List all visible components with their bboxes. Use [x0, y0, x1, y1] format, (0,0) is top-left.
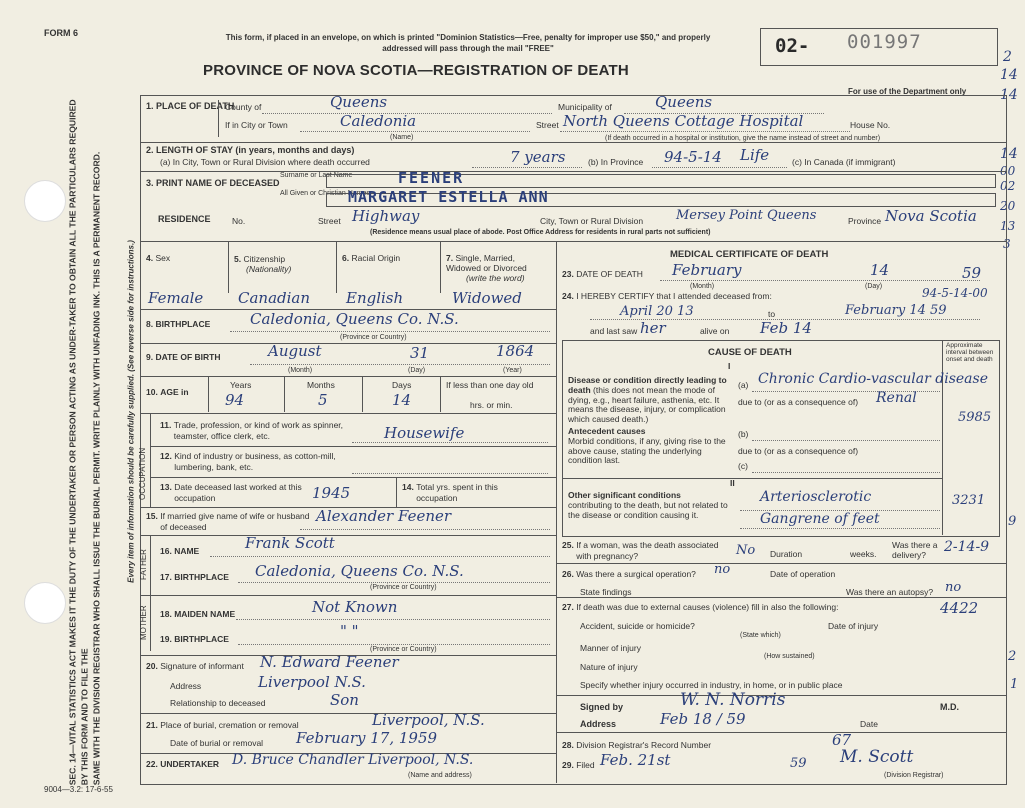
other-conditions-note: contributing to the death, but not related to the disease or condition causing it.: [568, 499, 728, 520]
dotted-line: [352, 442, 548, 443]
rule: [140, 376, 556, 377]
dotted-line: [300, 529, 550, 530]
informant-label: Signature of informant: [160, 661, 244, 671]
antecedent-note: Morbid conditions, if any, giving rise to the above cause, stating the underlying condition last.: [568, 435, 726, 466]
citizenship-label: Citizenship: [243, 254, 286, 264]
certify-label: I HEREBY CERTIFY that I attended deceased from:: [576, 291, 772, 301]
rule: [140, 595, 556, 596]
rule: [556, 732, 1006, 733]
stay-city-label: (a) In City, Town or Rural Division where death occurred: [160, 157, 370, 167]
form-number: FORM 6: [44, 28, 79, 38]
punch-hole: [24, 582, 66, 624]
col: [942, 340, 943, 535]
filed-label: Filed: [576, 760, 595, 770]
medical-certificate-title: MEDICAL CERTIFICATE OF DEATH: [670, 249, 829, 260]
cert-date-label: Date: [860, 719, 878, 729]
racial-origin-value: English: [346, 289, 404, 307]
cause-of-death-title: CAUSE OF DEATH: [708, 347, 792, 358]
street-label: Street: [536, 120, 559, 130]
surgical-value: no: [714, 562, 731, 577]
dotted-line: [752, 440, 940, 441]
cert-date-value: Feb 18 / 59: [660, 710, 746, 728]
instructions-note: Every item of information should be carefully supplied. (See reverse side for instructions.): [126, 240, 136, 583]
dotted-line: [238, 644, 550, 645]
dotted-line: [652, 167, 787, 168]
margin-code: 3: [1003, 237, 1011, 251]
col: [336, 241, 337, 293]
years-label: Years: [230, 380, 252, 390]
county-label: County of: [225, 102, 262, 112]
immediate-cause-label: Disease or condition directly leading to death: [568, 375, 727, 395]
how-sustained-caption: (How sustained): [764, 653, 815, 660]
months-label: Months: [307, 380, 335, 390]
hospital-note: (If death occurred in a hospital or institution, give the name instead of street and number): [605, 135, 881, 142]
stay-province-value: 94-5-14: [664, 148, 722, 166]
punch-hole: [24, 180, 66, 222]
rule: [140, 413, 556, 414]
surname-value: FEENER: [398, 169, 465, 187]
dotted-line: [210, 556, 550, 557]
mother-maiden-value: Not Known: [312, 598, 398, 616]
house-no-label: House No.: [850, 120, 891, 130]
accident-label: Accident, suicide or homicide?: [580, 621, 695, 631]
residence-street-value: Highway: [352, 207, 420, 225]
rule: [140, 241, 1006, 242]
residence-label: RESIDENCE: [158, 214, 211, 224]
spouse-value: Alexander Feener: [316, 507, 452, 525]
code-right-5: 2-14-9: [944, 539, 990, 555]
date-injury-label: Date of injury: [828, 621, 879, 631]
pregnancy-label: If a woman, was the death associated with pregnancy?: [576, 540, 719, 562]
age-years-value: 94: [225, 391, 245, 409]
rule: [140, 171, 1006, 172]
less-than-day-label: If less than one day old: [446, 380, 534, 390]
marital-label: Single, Married, Widowed or Divorced: [446, 253, 527, 273]
trade-value: Housewife: [384, 424, 465, 442]
surname-label: Surname or Last Name: [280, 172, 353, 179]
statutory-notice-line-1: SEC. 14—VITAL STATISTICS ACT MAKES IT THE DUTY OF THE UNDERTAKER OR PERSON ACTING AS UNDER-TAKER TO OBTAIN ALL THE PARTICULARS REQUIRED BY THIS FORM AND TO FILE THE: [67, 99, 90, 786]
residence-note: (Residence means usual place of abode. Post Office Address for residents in rural parts not sufficient): [370, 229, 711, 236]
stay-canada-label: (c) In Canada (if immigrant): [792, 157, 896, 167]
mother-side-wrap: [140, 605, 148, 640]
given-names-label: All Given or Christian Names: [280, 190, 370, 197]
cert-address-label: Address: [580, 719, 617, 729]
hrs-min-label: hrs. or min.: [470, 400, 513, 410]
other-conditions-value-2: Gangrene of feet: [760, 511, 880, 527]
birth-year-value: 1864: [496, 342, 535, 360]
margin-code: 02: [1000, 179, 1016, 193]
due-to-label-2: due to (or as a consequence of): [738, 446, 859, 456]
rule: [556, 597, 1006, 598]
findings-label: State findings: [580, 587, 632, 597]
residence-city-value: Mersey Point Queens: [676, 208, 817, 223]
death-month-caption: (Month): [690, 283, 715, 290]
length-of-stay-label: 2. LENGTH OF STAY (in years, months and days): [146, 145, 355, 155]
birth-month-value: August: [268, 342, 322, 360]
state-which-caption: (State which): [740, 632, 781, 639]
margin-code: 13: [1000, 219, 1016, 233]
alive-on-label: alive on: [700, 326, 730, 336]
dotted-line: [472, 167, 582, 168]
dotted-line: [250, 364, 550, 365]
code-right-7: 2: [1008, 649, 1017, 664]
rule: [140, 713, 556, 714]
dotted-line: [236, 619, 550, 620]
form-title: PROVINCE OF NOVA SCOTIA—REGISTRATION OF DEATH: [203, 62, 629, 79]
stay-canada-value: Life: [740, 146, 770, 164]
days-label: Days: [392, 380, 412, 390]
col: [208, 376, 209, 412]
birth-day-value: 31: [410, 344, 430, 362]
dotted-line: [238, 582, 550, 583]
code-right-6: 4422: [940, 599, 979, 617]
rule: [140, 142, 1006, 143]
department-use-note: For use of the Department only: [848, 87, 967, 96]
delivery-label: Was there a delivery?: [892, 540, 938, 561]
specify-label: Specify whether injury occurred in industry, in home, or in public place: [580, 680, 843, 690]
registration-number: 001997: [847, 31, 922, 53]
roman-ii: II: [730, 478, 735, 488]
autopsy-label: Was there an autopsy?: [846, 587, 934, 597]
rule: [140, 535, 556, 536]
rule: [562, 478, 942, 479]
md-label: M.D.: [940, 702, 959, 712]
other-conditions-label: Other significant conditions: [568, 490, 681, 500]
record-number-label: Division Registrar's Record Number: [576, 740, 712, 750]
manner-label: Manner of injury: [580, 643, 641, 653]
rule: [150, 477, 556, 478]
residence-city-label: City, Town or Rural Division: [540, 216, 644, 226]
roman-i: I: [728, 361, 731, 371]
signed-by-label: Signed by: [580, 702, 624, 712]
antecedent-label: Antecedent causes: [568, 426, 646, 436]
registrar-caption: (Division Registrar): [884, 772, 944, 779]
filed-date-value: Feb. 21st: [600, 751, 671, 769]
sex-label: Sex: [155, 253, 171, 263]
month-caption: (Month): [288, 367, 313, 374]
alive-on-value: Feb 14: [760, 319, 812, 337]
signed-by-value: W. N. Norris: [680, 690, 786, 710]
registration-number-box: [760, 28, 998, 66]
col: [362, 376, 363, 412]
dotted-line: [230, 331, 550, 332]
rule: [140, 343, 556, 344]
nationality-label: (Nationality): [246, 264, 292, 275]
burial-date-value: February 17, 1959: [296, 729, 438, 747]
father-name-label: NAME: [174, 546, 200, 556]
birthplace-label: BIRTHPLACE: [155, 319, 211, 329]
filed-year-value: 59: [790, 756, 807, 771]
attended-to-value: February 14 59: [845, 303, 947, 318]
year-caption: (Year): [503, 367, 522, 374]
birthplace-caption: (Province or Country): [340, 334, 407, 341]
racial-origin-label: Racial Origin: [351, 253, 401, 263]
col: [396, 477, 397, 507]
occupation-side-label: OCCUPATION: [138, 447, 147, 500]
margin-code: 14: [1000, 87, 1018, 103]
last-worked-label: Date deceased last worked at this occupation: [174, 482, 302, 504]
death-year-value: 59: [962, 264, 982, 282]
dotted-line: [752, 472, 940, 473]
code-right-8: 1: [1010, 677, 1019, 692]
bracket-line: [218, 100, 219, 137]
trade-label: Trade, profession, or kind of work as spinner, teamster, office clerk, etc.: [173, 420, 344, 442]
mother-birthplace-label: BIRTHPLACE: [174, 634, 229, 644]
last-worked-value: 1945: [312, 484, 351, 502]
father-side-label: FATHER: [139, 549, 148, 580]
sex-value: Female: [148, 289, 204, 307]
cause-b-value: Renal: [876, 390, 917, 406]
autopsy-value: no: [945, 580, 962, 595]
undertaker-value: D. Bruce Chandler Liverpool, N.S.: [232, 752, 474, 768]
col: [150, 535, 151, 595]
dob-label: DATE OF BIRTH: [155, 352, 221, 362]
undertaker-label: UNDERTAKER: [160, 759, 220, 769]
code-right-2: 5985: [958, 410, 992, 425]
code-right-1: 94-5-14-00: [922, 286, 988, 300]
residence-province-value: Nova Scotia: [885, 207, 977, 225]
residence-street-label: Street: [318, 216, 341, 226]
date-operation-label: Date of operation: [770, 569, 836, 579]
code-right-3: 3231: [952, 493, 986, 508]
age-days-value: 14: [392, 391, 412, 409]
registrar-signature: M. Scott: [840, 747, 914, 767]
margin-code: 2: [1003, 49, 1012, 65]
statutory-notice: [67, 95, 104, 785]
municipality-label: Municipality of: [558, 102, 612, 112]
residence-no-label: No.: [232, 216, 246, 226]
col: [440, 376, 441, 412]
father-birthplace-label: BIRTHPLACE: [174, 572, 229, 582]
birthplace-value: Caledonia, Queens Co. N.S.: [250, 310, 459, 328]
mother-birthplace-caption: (Province or Country): [370, 646, 437, 653]
burial-place-value: Liverpool, N.S.: [372, 711, 485, 729]
stay-province-label: (b) In Province: [588, 157, 644, 167]
undertaker-caption: (Name and address): [408, 772, 472, 779]
dotted-line: [660, 280, 980, 281]
dotted-line: [300, 131, 530, 132]
last-saw-value: her: [640, 319, 666, 337]
dotted-line: [560, 131, 850, 132]
cause-a-value: Chronic Cardio-vascular disease: [758, 371, 988, 387]
immediate-cause-note: (this does not mean the mode of dying, e.g., heart failure, asthenia, etc. It means the disease, injury, or complication which caused death.): [568, 384, 726, 425]
col: [228, 241, 229, 293]
col: [284, 376, 285, 412]
marital-value: Widowed: [452, 289, 522, 307]
relationship-label: Relationship to deceased: [170, 698, 266, 708]
informant-value: N. Edward Feener: [260, 653, 399, 671]
city-label: If in City or Town: [225, 120, 288, 130]
footer-code: 9004—3.2: 17-6-55: [44, 785, 113, 794]
write-word-label: (write the word): [466, 272, 525, 283]
death-day-value: 14: [870, 261, 890, 279]
dotted-line: [740, 528, 940, 529]
due-to-label: due to (or as a consequence of): [738, 397, 859, 407]
rule: [150, 446, 556, 447]
last-saw-label: and last saw: [590, 326, 638, 336]
informant-address-label: Address: [170, 681, 202, 691]
informant-address-value: Liverpool N.S.: [258, 673, 366, 691]
death-day-caption: (Day): [865, 283, 883, 290]
date-of-death-label: DATE OF DEATH: [576, 269, 643, 279]
nature-label: Nature of injury: [580, 662, 638, 672]
given-names-value: MARGARET ESTELLA ANN: [348, 188, 549, 206]
father-birthplace-caption: (Province or Country): [370, 584, 437, 591]
street-value: North Queens Cottage Hospital: [563, 112, 804, 130]
age-label: AGE in: [160, 387, 189, 397]
rule: [556, 563, 1006, 564]
margin-code: 14: [1000, 146, 1018, 162]
to-label: to: [768, 309, 776, 319]
pregnancy-value: No: [736, 543, 756, 558]
margin-code: 20: [1000, 199, 1016, 213]
code-right-4: 9: [1008, 514, 1017, 529]
print-name-label: 3. PRINT NAME OF DECEASED: [146, 178, 280, 188]
place-of-death-label: 1. PLACE OF DEATH: [146, 101, 235, 111]
county-value: Queens: [330, 93, 388, 111]
mother-birthplace-value: " ": [340, 622, 359, 640]
day-caption: (Day): [408, 367, 426, 374]
col: [440, 241, 441, 293]
industry-label: Kind of industry or business, as cotton-mill, lumbering, bank, etc.: [174, 451, 336, 473]
record-number-value: 67: [832, 731, 852, 749]
registration-prefix: 02-: [775, 35, 810, 57]
weeks-label: weeks.: [850, 549, 877, 559]
city-value: Caledonia: [340, 112, 417, 130]
duration-label: Duration: [770, 549, 803, 559]
residence-province-label: Province: [848, 216, 882, 226]
citizenship-value: Canadian: [238, 289, 311, 307]
statutory-notice-line-2: SAME WITH THE DIVISION REGISTRAR WHO SHALL ISSUE THE BURIAL PERMIT. WRITE PLAINLY WITH UNFADING INK. THIS IS A PERMANENT RECORD.: [92, 151, 103, 786]
stay-city-value: 7 years: [510, 148, 566, 166]
external-label: If death was due to external causes (violence) fill in also the following:: [576, 602, 839, 612]
total-years-label: Total yrs. spent in this occupation: [416, 482, 498, 504]
father-side-wrap: [140, 549, 148, 580]
mother-maiden-label: MAIDEN NAME: [174, 609, 236, 619]
surgical-label: Was there a surgical operation?: [576, 569, 696, 579]
col: [150, 595, 151, 651]
other-conditions-value-1: Arteriosclerotic: [760, 489, 872, 505]
spouse-label: If married give name of wife or husband of deceased: [160, 511, 310, 533]
attended-from-value: April 20 13: [620, 304, 694, 319]
margin-code: 14: [1000, 67, 1018, 83]
municipality-value: Queens: [655, 93, 713, 111]
interval-label: Approximate interval between onset and death: [946, 342, 994, 364]
mail-notice: This form, if placed in an envelope, on which is printed "Dominion Statistics—Free, penalty for improper use $50," and properly addressed will pass through the mail "FREE": [225, 33, 711, 53]
relationship-value: Son: [330, 691, 359, 709]
mother-side-label: MOTHER: [139, 605, 148, 640]
death-month-value: February: [672, 261, 742, 279]
burial-place-label: Place of burial, cremation or removal: [160, 720, 299, 730]
father-name-value: Frank Scott: [245, 534, 335, 552]
column-divider: [556, 241, 557, 783]
father-birthplace-value: Caledonia, Queens Co. N.S.: [255, 562, 464, 580]
burial-date-label: Date of burial or removal: [170, 738, 264, 748]
age-months-value: 5: [318, 391, 328, 409]
dotted-line: [352, 473, 548, 474]
col: [150, 413, 151, 507]
name-caption: (Name): [390, 134, 414, 141]
margin-code: 00: [1000, 164, 1016, 178]
